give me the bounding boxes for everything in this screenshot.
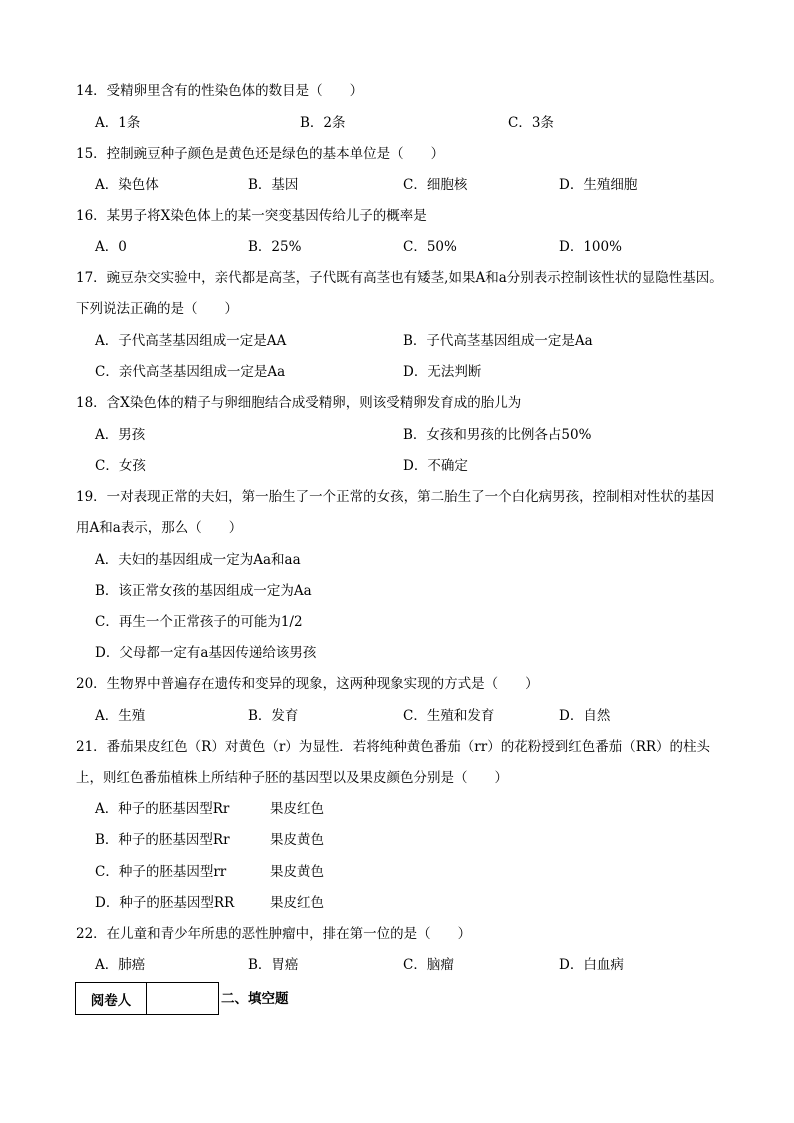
question-15-options	[95, 170, 735, 201]
option-a[interactable]: A．生殖	[95, 708, 146, 724]
question-14: 14．受精卵里含有的性染色体的数目是（ ）	[76, 83, 364, 99]
question-16: 16．某男子将X染色体上的某一突变基因传给儿子的概率是	[76, 208, 427, 224]
option-d[interactable]: D．种子的胚基因型RR	[95, 895, 235, 911]
option-d-color: 果皮红色	[270, 895, 324, 911]
question-21-option-a	[95, 794, 735, 825]
option-a[interactable]: A．种子的胚基因型Rr	[95, 801, 230, 817]
option-b[interactable]: B．子代高茎基因组成一定是Aa	[403, 333, 593, 349]
option-c[interactable]: C．细胞核	[403, 177, 468, 193]
question-21-option-c	[95, 857, 735, 888]
question-17: 17．豌豆杂交实验中，亲代都是高茎，子代既有高茎也有矮茎,如果A和a分别表示控制该性状的显隐性基因。下列说法正确的是（ ）	[76, 270, 723, 317]
option-b[interactable]: B．胃癌	[248, 957, 299, 973]
option-b-color: 果皮黄色	[270, 832, 324, 848]
question-14-options	[95, 108, 735, 139]
question-19-option-d	[95, 638, 735, 669]
option-d[interactable]: D．生殖细胞	[559, 177, 638, 193]
option-a[interactable]: A．肺癌	[95, 957, 146, 973]
question-17-options-row1	[95, 326, 735, 357]
option-b[interactable]: B．发育	[248, 708, 299, 724]
question-17-options-row2	[95, 357, 735, 388]
question-19-option-b	[95, 576, 735, 607]
question-20-options	[95, 701, 735, 732]
question-21-option-d	[95, 888, 735, 919]
option-c[interactable]: C．3条	[508, 115, 554, 131]
option-b[interactable]: B．女孩和男孩的比例各占50%	[403, 427, 592, 443]
option-a[interactable]: A．0	[95, 239, 127, 255]
option-d[interactable]: D．白血病	[559, 957, 624, 973]
option-a[interactable]: A．染色体	[95, 177, 159, 193]
option-c[interactable]: C．脑瘤	[403, 957, 454, 973]
grader-label: 阅卷人	[76, 983, 147, 1014]
option-c[interactable]: C．50%	[403, 239, 457, 255]
question-21-option-b	[95, 825, 735, 856]
option-d[interactable]: D．100%	[559, 239, 622, 255]
option-a[interactable]: A．1条	[95, 115, 141, 131]
question-18-options-row2	[95, 451, 735, 482]
grader-score-cell[interactable]	[147, 983, 218, 1014]
option-a-color: 果皮红色	[270, 801, 324, 817]
option-a[interactable]: A．男孩	[95, 427, 146, 443]
question-18: 18．含X染色体的精子与卵细胞结合成受精卵，则该受精卵发育成的胎儿为	[76, 395, 522, 411]
option-c[interactable]: C．种子的胚基因型rr	[95, 864, 227, 880]
question-16-options	[95, 232, 735, 263]
question-19-option-c	[95, 607, 735, 638]
question-19-option-a	[95, 545, 735, 576]
option-c[interactable]: C．亲代高茎基因组成一定是Aa	[95, 364, 286, 380]
option-c[interactable]: C．女孩	[95, 458, 146, 474]
option-b[interactable]: B．种子的胚基因型Rr	[95, 832, 230, 848]
option-d[interactable]: D．无法判断	[403, 364, 482, 380]
option-d[interactable]: D．不确定	[403, 458, 468, 474]
option-a[interactable]: A．夫妇的基因组成一定为Aa和aa	[95, 552, 301, 568]
option-a[interactable]: A．子代高茎基因组成一定是AA	[95, 333, 287, 349]
option-c-color: 果皮黄色	[270, 864, 324, 880]
question-21: 21．番茄果皮红色（R）对黄色（r）为显性．若将纯种黄色番茄（rr）的花粉授到红色番茄（RR）的柱头上，则红色番茄植株上所结种子胚的基因型以及果皮颜色分别是（ ）	[76, 739, 711, 786]
option-b[interactable]: B．该正常女孩的基因组成一定为Aa	[95, 583, 312, 599]
option-b[interactable]: B．2条	[300, 115, 346, 131]
question-20: 20．生物界中普遍存在遗传和变异的现象，这两种现象实现的方式是（ ）	[76, 676, 539, 692]
question-22: 22．在儿童和青少年所患的恶性肿瘤中，排在第一位的是（ ）	[76, 926, 472, 942]
option-d[interactable]: D．父母都一定有a基因传递给该男孩	[95, 645, 317, 661]
option-d[interactable]: D．自然	[559, 708, 611, 724]
option-c[interactable]: C．生殖和发育	[403, 708, 495, 724]
section-heading: 二、填空题	[221, 991, 289, 1007]
question-15: 15．控制豌豆种子颜色是黄色还是绿色的基本单位是（ ）	[76, 146, 445, 162]
option-b[interactable]: B．基因	[248, 177, 299, 193]
question-18-options-row1	[95, 420, 735, 451]
grader-score-box	[75, 982, 219, 1015]
option-b[interactable]: B．25%	[248, 239, 302, 255]
option-c[interactable]: C．再生一个正常孩子的可能为1/2	[95, 614, 303, 630]
question-22-options	[95, 950, 735, 981]
question-19: 19．一对表现正常的夫妇，第一胎生了一个正常的女孩，第二胎生了一个白化病男孩，控制相对性状的基因用A和a表示，那么（ ）	[76, 489, 715, 536]
